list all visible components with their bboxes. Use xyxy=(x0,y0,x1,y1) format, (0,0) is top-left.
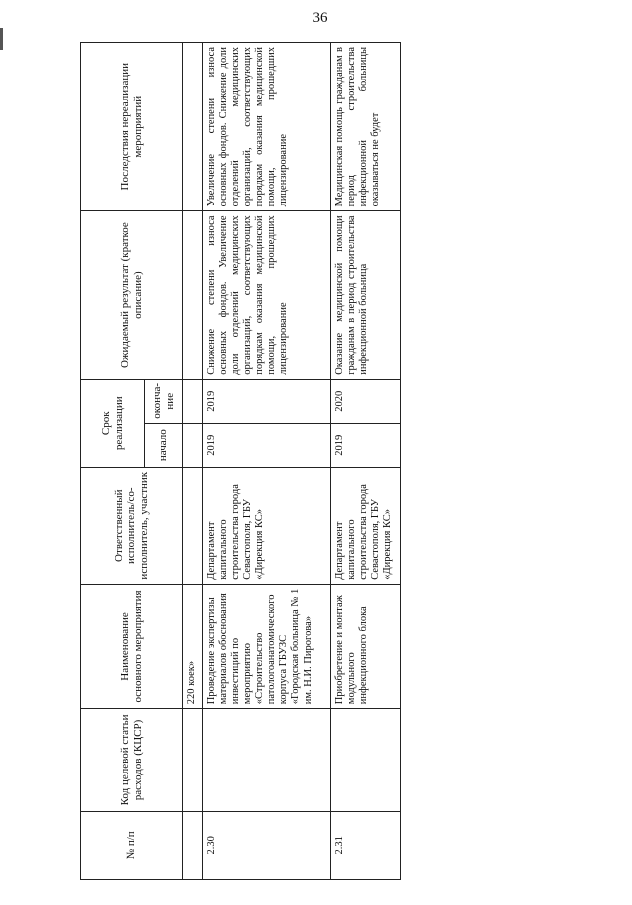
cell-start: 2019 xyxy=(203,423,331,467)
cell-name: Приобретение и монтаж модульного инфекционного блока xyxy=(331,584,401,708)
header-code: Код целевой статьи расходов (КЦСР) xyxy=(81,709,183,811)
header-num: № п/п xyxy=(81,811,183,879)
cell-expected: Оказание медицинской помощи гражданам в период строительства инфекционной больница xyxy=(331,211,401,379)
table-row xyxy=(331,43,401,880)
header-responsible: Ответственный исполнитель/со-исполнитель, участник xyxy=(81,467,183,584)
measures-table xyxy=(80,42,401,880)
cell-consequences xyxy=(183,43,203,211)
scan-mark xyxy=(0,28,3,50)
table-row xyxy=(183,43,203,880)
header-period: Срок реализации xyxy=(81,379,145,467)
cell-consequences: Медицинская помощь гражданам в период строительства инфекционной больницы оказываться не будет xyxy=(331,43,401,211)
cell-start: 2019 xyxy=(331,423,401,467)
cell-end xyxy=(183,379,203,423)
page-number: 36 xyxy=(312,10,328,26)
cell-code xyxy=(203,709,331,811)
cell-responsible: Департамент капитального строительства города Севастополя, ГБУ «Дирекция КС» xyxy=(203,467,331,584)
header-expected: Ожидаемый результат (краткое описание) xyxy=(81,211,183,379)
header-start: начало xyxy=(145,423,183,467)
cell-responsible: Департамент капитального строительства города Севастополя, ГБУ «Дирекция КС» xyxy=(331,467,401,584)
cell-responsible xyxy=(183,467,203,584)
cell-name: Проведение экспертизы материалов обоснования инвестиций по мероприятию «Строительство патологоанатомического корпуса ГБУЗС «Городская больница № 1 им. Н.И. Пирогова» xyxy=(203,584,331,708)
cell-expected: Снижение степени износа основных фондов. Увеличение доли отделений медицинских организаций, соответствующих порядкам оказания медицинской помощи, прошедших лицензирование xyxy=(203,211,331,379)
cell-end: 2019 xyxy=(203,379,331,423)
cell-start xyxy=(183,423,203,467)
cell-num: 2.30 xyxy=(203,811,331,879)
header-end: оконча-ние xyxy=(145,379,183,423)
header-consequences: Последствия нереализации мероприятий xyxy=(81,43,183,211)
cell-end: 2020 xyxy=(331,379,401,423)
cell-consequences: Увеличение степени износа основных фондов. Снижение доли отделений медицинских организаций, соответствующих порядкам оказания медицинской помощи, прошедших лицензирование xyxy=(203,43,331,211)
cell-code xyxy=(183,709,203,811)
cell-name: 220 коек» xyxy=(183,584,203,708)
header-row xyxy=(81,43,145,880)
rotated-table-container xyxy=(80,42,400,880)
header-name: Наименование основного мероприятия xyxy=(81,584,183,708)
cell-code xyxy=(331,709,401,811)
table-row xyxy=(203,43,331,880)
cell-num xyxy=(183,811,203,879)
cell-num: 2.31 xyxy=(331,811,401,879)
cell-expected xyxy=(183,211,203,379)
